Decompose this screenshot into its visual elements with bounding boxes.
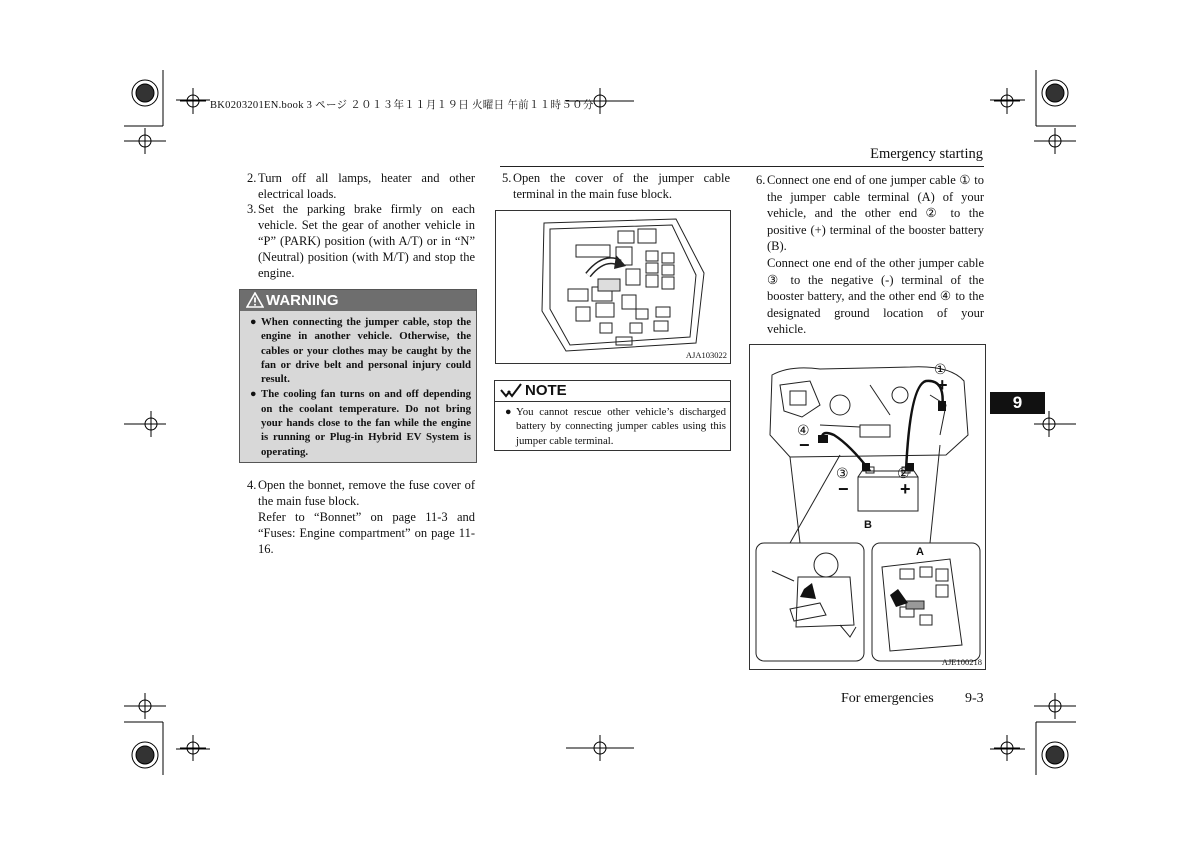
section-title: Emergency starting <box>870 146 983 162</box>
step-3-text: Set the parking brake firmly on each vehicle. Set the gear of another vehicle in “P” (PARK) position (with A/T) or in “N” (Neutral) position (with M/T) and stop the engine. <box>258 202 475 280</box>
callout-2: ② <box>897 466 910 482</box>
minus-sign-battery: − <box>838 479 849 499</box>
warning-header <box>240 290 476 311</box>
warning-item-2-text: The cooling fan turns on and off depending on the coolant temperature. Do not bring your hands close to the fan while the engine is running or Plug-in Hybrid EV System is operating. <box>261 388 471 458</box>
note-check-icon <box>500 383 522 399</box>
footer-section: For emergencies <box>841 691 934 706</box>
step-6-number: 6. <box>756 173 766 187</box>
step-2 <box>247 170 475 202</box>
bullet-icon: ● <box>250 388 257 401</box>
warning-triangle-icon <box>246 292 264 308</box>
fuse-block-illustration <box>496 211 730 363</box>
page-number: 9-3 <box>965 691 984 706</box>
step-4-text: Open the bonnet, remove the fuse cover of the main fuse block. <box>258 478 475 508</box>
print-info: BK0203201EN.book 3 ページ ２０１３年１１月１９日 火曜日 午前１１時５０分 <box>210 100 594 111</box>
plus-sign-battery: + <box>900 479 911 499</box>
header-rule <box>500 166 984 167</box>
step-3-number: 3. <box>247 202 257 216</box>
callout-1: ① <box>934 362 947 378</box>
warning-title: WARNING <box>266 292 339 309</box>
warning-item-1 <box>250 315 471 386</box>
step-4-number: 4. <box>247 478 257 492</box>
warning-box <box>239 289 477 463</box>
note-title: NOTE <box>525 382 567 399</box>
step-3 <box>247 201 475 281</box>
step-6-text: Connect one end of one jumper cable ① to the jumper cable terminal (A) of your vehicle, and the other end ② to the positive (+) terminal of the booster battery (B). <box>767 173 984 254</box>
step-6-text-2: Connect one end of the other jumper cable ③ to the negative (-) terminal of the booster battery, and the other end ④ to the designated ground location of your vehicle. <box>767 255 984 337</box>
step-6 <box>756 172 984 340</box>
minus-sign-top: − <box>799 435 810 455</box>
callout-4: ④ <box>797 423 810 439</box>
label-battery-b: B <box>864 519 872 531</box>
callout-3: ③ <box>836 466 849 482</box>
step-2-number: 2. <box>247 171 257 185</box>
note-header <box>495 381 730 402</box>
step-4 <box>247 477 475 557</box>
bullet-icon: ● <box>505 406 512 418</box>
label-terminal-a: A <box>916 546 924 558</box>
step-2-text: Turn off all lamps, heater and other electrical loads. <box>258 171 475 201</box>
step-5 <box>502 170 730 202</box>
figure-fuse-block <box>495 210 731 364</box>
step-5-number: 5. <box>502 171 512 185</box>
note-item-1-text: You cannot rescue other vehicle’s discharged battery by connecting jumper cables using this jumper cable terminal. <box>516 406 726 447</box>
bullet-icon: ● <box>250 316 257 328</box>
figure-1-code: AJA103022 <box>685 350 727 360</box>
warning-item-2 <box>250 387 471 458</box>
jumper-connection-illustration <box>750 345 985 669</box>
warning-item-1-text: When connecting the jumper cable, stop the engine in another vehicle. Otherwise, the cables or your clothes may be caught by the fan or drive belt and personal injury could result. <box>261 316 471 386</box>
step-4-reference: Refer to “Bonnet” on page 11-3 and “Fuses: Engine compartment” on page 11-16. <box>258 510 475 556</box>
note-box <box>494 380 731 451</box>
step-5-text: Open the cover of the jumper cable terminal in the main fuse block. <box>513 171 730 201</box>
plus-sign-top: + <box>937 375 948 395</box>
note-item-1 <box>505 405 726 448</box>
chapter-tab: 9 <box>990 392 1045 414</box>
figure-2-code: AJE100218 <box>941 657 982 667</box>
figure-jumper-connection <box>749 344 986 670</box>
